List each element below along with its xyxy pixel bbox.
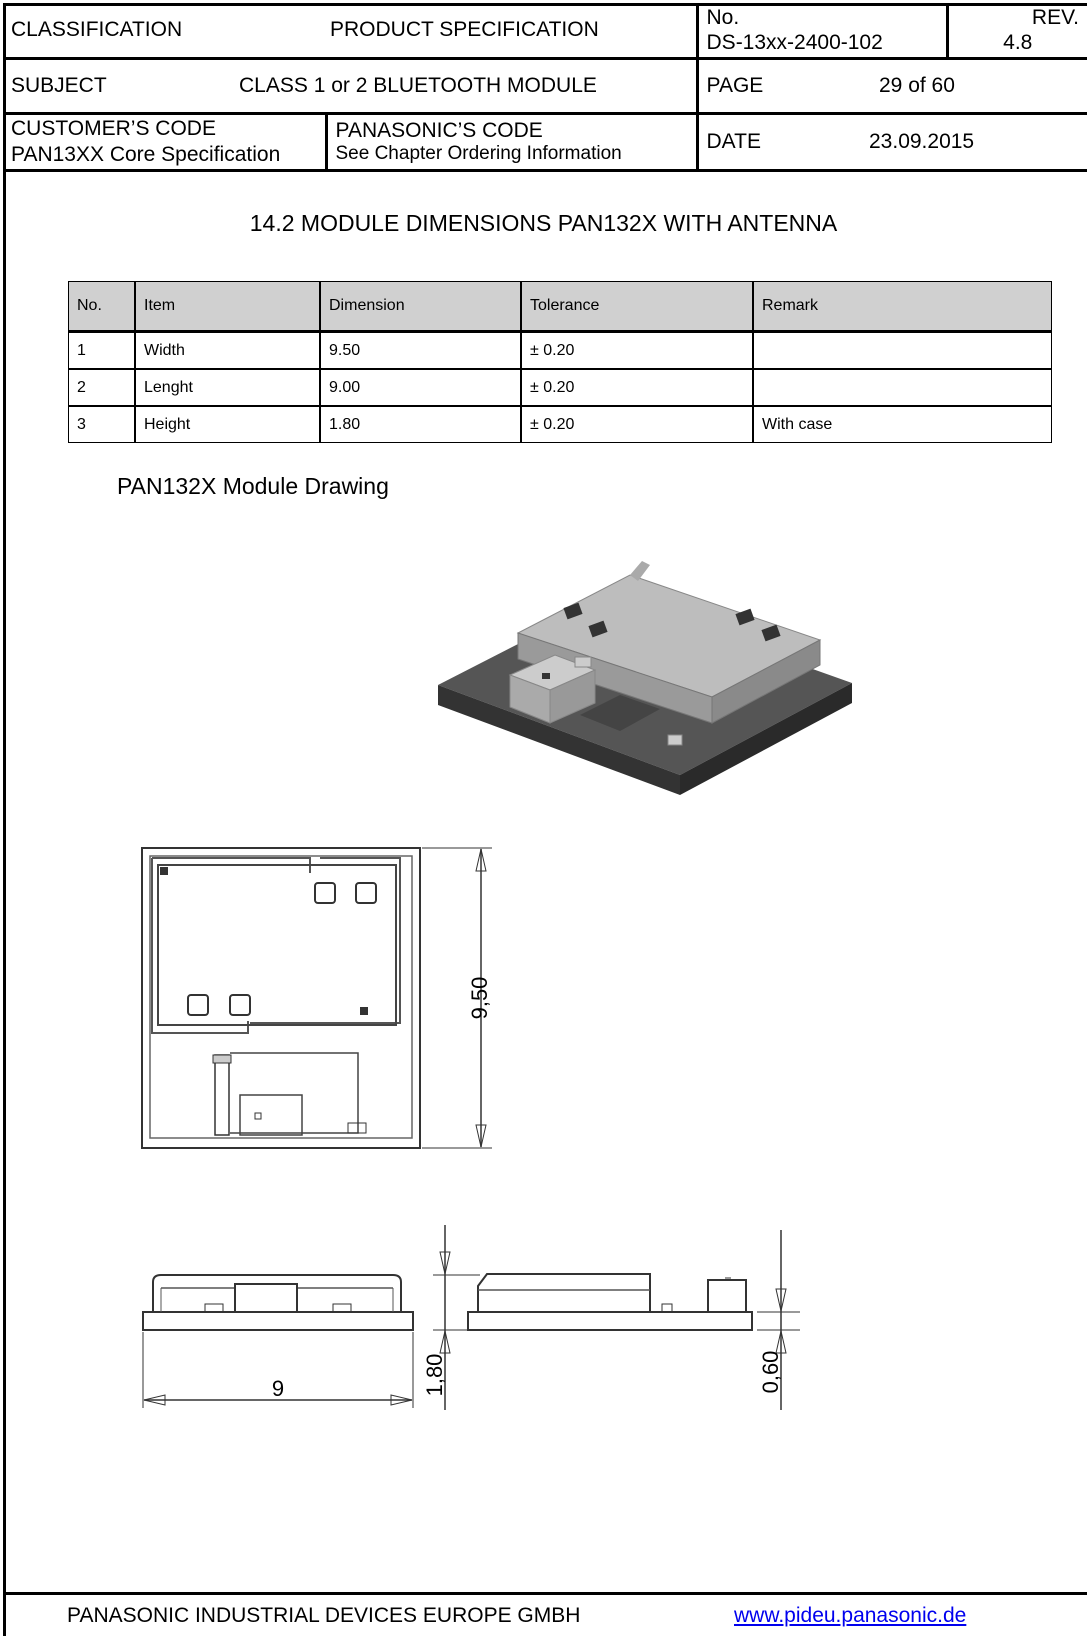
module-3d-view — [430, 555, 855, 830]
table-row — [68, 332, 1052, 369]
page-cell — [697, 58, 1087, 113]
table-cell — [753, 332, 1052, 369]
panasonic-code-cell — [326, 113, 697, 170]
dimensions-table — [68, 281, 1052, 443]
table-cell: 3 — [68, 406, 135, 443]
table-cell: Height — [135, 406, 320, 443]
table-cell: 9.50 — [320, 332, 521, 369]
classification-value: PRODUCT SPECIFICATION — [330, 18, 599, 42]
section-title: 14.2 MODULE DIMENSIONS PAN132X WITH ANTENNA — [249, 210, 838, 236]
table-cell: With case — [753, 406, 1052, 443]
column-header: Remark — [753, 281, 1052, 332]
date-value: 23.09.2015 — [869, 129, 975, 153]
table-row — [68, 406, 1052, 443]
panasonic-code-label: PANASONIC’S CODE — [335, 118, 543, 142]
table-row — [68, 369, 1052, 406]
customer-code-cell — [3, 113, 326, 170]
table-header-row — [68, 281, 1052, 332]
customer-code-label: CUSTOMER’S CODE — [11, 117, 216, 141]
table-cell: 1.80 — [320, 406, 521, 443]
dimension-width-label: 9,50 — [467, 976, 492, 1020]
doc-number-label: No. — [706, 5, 740, 29]
table-cell: Width — [135, 332, 320, 369]
table-cell: 9.00 — [320, 369, 521, 406]
module-top-view — [130, 843, 510, 1153]
page-footer — [3, 1592, 1087, 1636]
date-label: DATE — [706, 129, 761, 153]
doc-number-cell — [697, 3, 947, 58]
panasonic-code-value: See Chapter Ordering Information — [335, 142, 622, 164]
page-number: 29 of 60 — [879, 73, 955, 97]
dimension-length-label: 9 — [271, 1376, 285, 1401]
drawing-label: PAN132X Module Drawing — [117, 473, 389, 499]
subject-value: CLASS 1 or 2 BLUETOOTH MODULE — [239, 73, 597, 97]
company-name: PANASONIC INDUSTRIAL DEVICES EUROPE GMBH — [67, 1604, 581, 1627]
revision: 4.8 — [1003, 30, 1033, 54]
date-cell — [697, 113, 1087, 170]
revision-label: REV. — [1031, 5, 1080, 29]
table-cell: ± 0.20 — [521, 369, 753, 406]
table-cell: 1 — [68, 332, 135, 369]
subject-cell — [3, 58, 697, 113]
column-header: Tolerance — [521, 281, 753, 332]
dimension-pcb-label: 0,60 — [758, 1350, 783, 1394]
document-header — [3, 3, 1087, 172]
classification-cell — [3, 3, 697, 58]
module-side-views — [135, 1210, 845, 1420]
customer-code-value: PAN13XX Core Specification — [11, 142, 281, 166]
table-cell: ± 0.20 — [521, 406, 753, 443]
subject-label: SUBJECT — [11, 73, 107, 97]
doc-number: DS-13xx-2400-102 — [706, 30, 883, 54]
classification-label: CLASSIFICATION — [11, 18, 183, 42]
table-cell: ± 0.20 — [521, 332, 753, 369]
table-cell: Lenght — [135, 369, 320, 406]
page-label: PAGE — [706, 73, 764, 97]
table-cell — [753, 369, 1052, 406]
column-header: Item — [135, 281, 320, 332]
column-header: No. — [68, 281, 135, 332]
column-header: Dimension — [320, 281, 521, 332]
website-link[interactable]: www.pideu.panasonic.de — [734, 1604, 967, 1627]
revision-cell — [947, 3, 1087, 58]
table-cell: 2 — [68, 369, 135, 406]
dimension-height-label: 1,80 — [422, 1353, 447, 1397]
